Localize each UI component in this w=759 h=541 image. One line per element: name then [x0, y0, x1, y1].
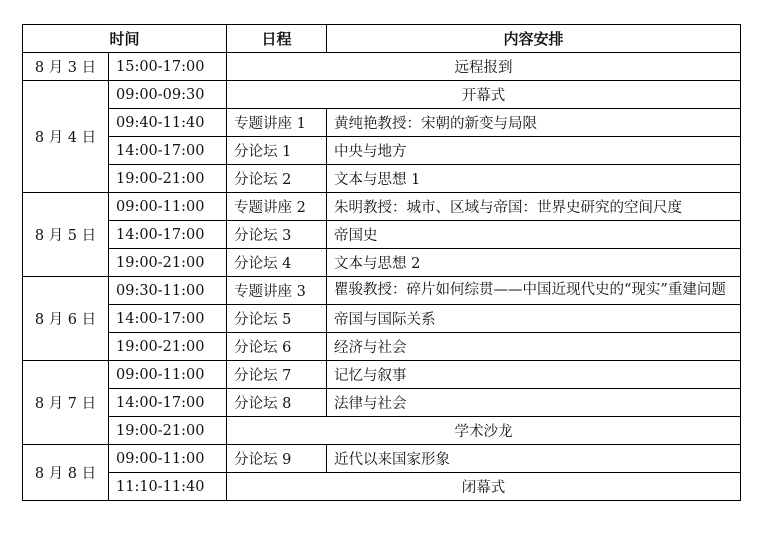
schedule-table: [22, 24, 741, 501]
schedule-row: [23, 165, 741, 193]
schedule-row: [23, 333, 741, 361]
schedule-row: [23, 445, 741, 473]
session-time: 19:00-21:00: [109, 165, 227, 193]
session-content: 文本与思想 2: [327, 249, 741, 277]
schedule-row: [23, 249, 741, 277]
session-content-merged: 学术沙龙: [227, 417, 741, 445]
session-type: 分论坛 9: [227, 445, 327, 473]
session-time: 09:00-11:00: [109, 361, 227, 389]
session-type: 分论坛 7: [227, 361, 327, 389]
day-date: 8 月 3 日: [23, 53, 109, 81]
schedule-row: [23, 417, 741, 445]
session-content: 中央与地方: [327, 137, 741, 165]
session-content: 经济与社会: [327, 333, 741, 361]
session-type: 分论坛 1: [227, 137, 327, 165]
session-time: 14:00-17:00: [109, 305, 227, 333]
session-time: 09:30-11:00: [109, 277, 227, 305]
session-content-merged: 远程报到: [227, 53, 741, 81]
session-type: 分论坛 6: [227, 333, 327, 361]
schedule-row: [23, 109, 741, 137]
session-content: 近代以来国家形象: [327, 445, 741, 473]
session-time: 14:00-17:00: [109, 221, 227, 249]
session-content: 记忆与叙事: [327, 361, 741, 389]
session-type: 专题讲座 2: [227, 193, 327, 221]
schedule-row: [23, 277, 741, 305]
session-time: 09:00-09:30: [109, 81, 227, 109]
session-type: 分论坛 4: [227, 249, 327, 277]
session-type: 分论坛 2: [227, 165, 327, 193]
day-date: 8 月 5 日: [23, 193, 109, 277]
session-type: 专题讲座 1: [227, 109, 327, 137]
day-date: 8 月 8 日: [23, 445, 109, 501]
day-date: 8 月 6 日: [23, 277, 109, 361]
session-time: 19:00-21:00: [109, 249, 227, 277]
session-type: 专题讲座 3: [227, 277, 327, 305]
schedule-row: [23, 305, 741, 333]
schedule-row: [23, 473, 741, 501]
header-content: 内容安排: [327, 25, 741, 53]
session-time: 11:10-11:40: [109, 473, 227, 501]
session-type: 分论坛 3: [227, 221, 327, 249]
session-type: 分论坛 5: [227, 305, 327, 333]
session-content-merged: 开幕式: [227, 81, 741, 109]
schedule-row: [23, 137, 741, 165]
day-date: 8 月 4 日: [23, 81, 109, 193]
session-time: 09:00-11:00: [109, 193, 227, 221]
day-date: 8 月 7 日: [23, 361, 109, 445]
session-time: 19:00-21:00: [109, 417, 227, 445]
session-time: 09:00-11:00: [109, 445, 227, 473]
session-time: 09:40-11:40: [109, 109, 227, 137]
schedule-row: [23, 193, 741, 221]
session-type: 分论坛 8: [227, 389, 327, 417]
session-time: 19:00-21:00: [109, 333, 227, 361]
session-time: 14:00-17:00: [109, 137, 227, 165]
schedule-row: [23, 361, 741, 389]
session-content: 法律与社会: [327, 389, 741, 417]
schedule-row: [23, 53, 741, 81]
schedule-row: [23, 221, 741, 249]
session-content: 黄纯艳教授：宋朝的新变与局限: [327, 109, 741, 137]
schedule-body: [23, 53, 741, 501]
header-row: [23, 25, 741, 53]
session-content: 朱明教授：城市、区域与帝国：世界史研究的空间尺度: [327, 193, 741, 221]
schedule-row: [23, 81, 741, 109]
session-content: 帝国与国际关系: [327, 305, 741, 333]
header-session: 日程: [227, 25, 327, 53]
session-content: 帝国史: [327, 221, 741, 249]
header-time: 时间: [23, 25, 227, 53]
session-time: 14:00-17:00: [109, 389, 227, 417]
session-content: 瞿骏教授：碎片如何综贯——中国近现代史的“现实”重建问题: [327, 277, 741, 305]
session-time: 15:00-17:00: [109, 53, 227, 81]
schedule-row: [23, 389, 741, 417]
session-content: 文本与思想 1: [327, 165, 741, 193]
session-content-merged: 闭幕式: [227, 473, 741, 501]
